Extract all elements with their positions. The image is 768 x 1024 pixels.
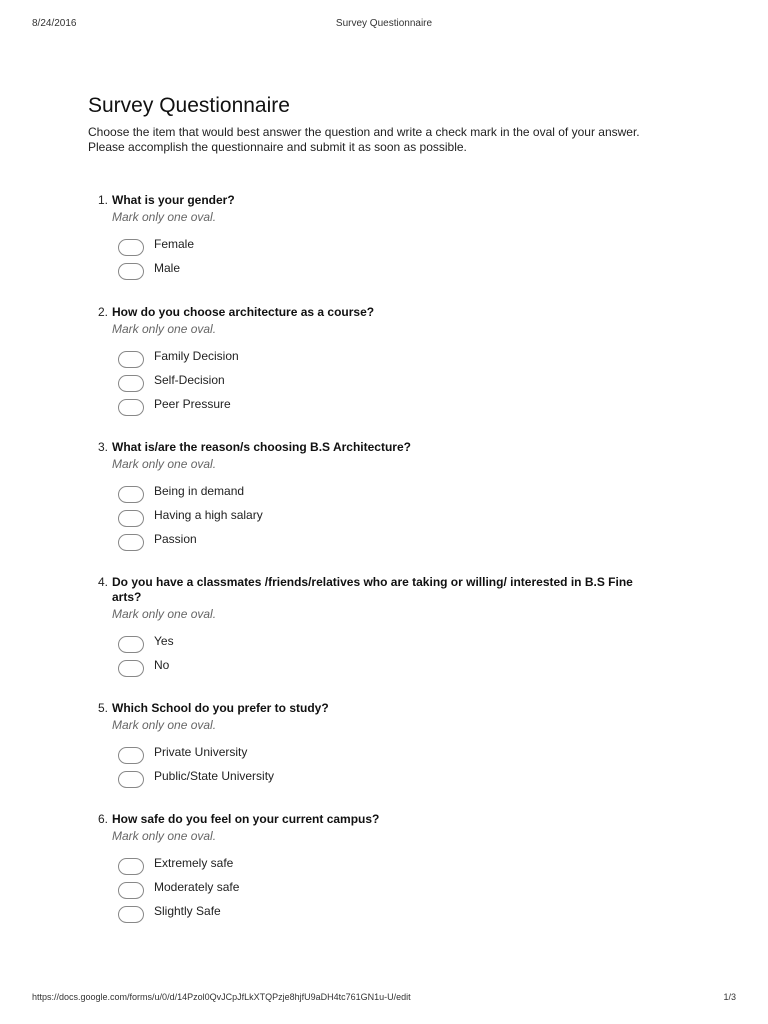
option-label: Having a high salary — [154, 508, 263, 522]
question-number: 3. — [98, 440, 109, 454]
option-label: Public/State University — [154, 769, 275, 783]
question-hint: Mark only one oval. — [112, 829, 217, 843]
print-footer — [32, 992, 736, 1006]
question-number: 2. — [98, 305, 109, 319]
option-yes[interactable] — [118, 632, 668, 656]
page-number: 1/3 — [723, 992, 736, 1002]
question-header — [98, 193, 668, 208]
option-label: Yes — [154, 634, 174, 648]
option-family-decision[interactable] — [118, 347, 668, 371]
radio-oval[interactable] — [118, 351, 144, 368]
option-being-in-demand[interactable] — [118, 482, 668, 506]
option-female[interactable] — [118, 235, 668, 259]
option-passion[interactable] — [118, 530, 668, 554]
option-list — [118, 854, 668, 926]
option-moderately-safe[interactable] — [118, 878, 668, 902]
option-list — [118, 632, 668, 680]
option-high-salary[interactable] — [118, 506, 668, 530]
option-public-state-university[interactable] — [118, 767, 668, 791]
question-number: 1. — [98, 193, 109, 207]
question-campus-safety — [98, 812, 668, 926]
radio-oval[interactable] — [118, 486, 144, 503]
question-text: How do you choose architecture as a course? — [112, 305, 375, 319]
question-number: 4. — [98, 575, 109, 589]
question-gender — [98, 193, 668, 283]
question-course-choice — [98, 305, 668, 419]
radio-oval[interactable] — [118, 534, 144, 551]
option-label: Extremely safe — [154, 856, 234, 870]
option-label: Male — [154, 261, 181, 275]
option-label: Self-Decision — [154, 373, 225, 387]
option-label: No — [154, 658, 170, 672]
option-list — [118, 482, 668, 554]
option-self-decision[interactable] — [118, 371, 668, 395]
option-label: Female — [154, 237, 195, 251]
question-header — [98, 812, 668, 827]
radio-oval[interactable] — [118, 747, 144, 764]
form-description — [88, 125, 688, 155]
option-list — [118, 347, 668, 419]
question-preferred-school — [98, 701, 668, 791]
print-date: 8/24/2016 — [32, 18, 77, 29]
radio-oval[interactable] — [118, 906, 144, 923]
question-text: Which School do you prefer to study? — [112, 701, 329, 715]
form-description-line-2: Please accomplish the questionnaire and submit it as soon as possible. — [88, 140, 467, 154]
option-label: Private University — [154, 745, 248, 759]
question-text — [112, 575, 633, 605]
question-header — [98, 305, 668, 320]
radio-oval[interactable] — [118, 510, 144, 527]
form-title: Survey Questionnaire — [88, 94, 290, 117]
question-text: What is/are the reason/s choosing B.S Architecture? — [112, 440, 411, 454]
question-text: What is your gender? — [112, 193, 235, 207]
question-number: 5. — [98, 701, 109, 715]
option-extremely-safe[interactable] — [118, 854, 668, 878]
print-header-title: Survey Questionnaire — [335, 18, 433, 29]
question-hint: Mark only one oval. — [112, 457, 217, 471]
question-fine-arts-contacts — [98, 575, 668, 680]
question-header — [98, 575, 668, 605]
option-label: Moderately safe — [154, 880, 240, 894]
option-male[interactable] — [118, 259, 668, 283]
question-hint: Mark only one oval. — [112, 607, 217, 621]
radio-oval[interactable] — [118, 375, 144, 392]
question-text: How safe do you feel on your current campus? — [112, 812, 380, 826]
question-hint: Mark only one oval. — [112, 322, 217, 336]
form-description-line-1: Choose the item that would best answer the question and write a check mark in the oval of your answer. — [88, 125, 640, 139]
option-label: Passion — [154, 532, 197, 546]
form-header — [88, 92, 688, 155]
option-no[interactable] — [118, 656, 668, 680]
radio-oval[interactable] — [118, 636, 144, 653]
radio-oval[interactable] — [118, 882, 144, 899]
option-list — [118, 235, 668, 283]
radio-oval[interactable] — [118, 771, 144, 788]
question-hint: Mark only one oval. — [112, 210, 217, 224]
question-text-line-2: arts? — [112, 590, 142, 604]
radio-oval[interactable] — [118, 263, 144, 280]
radio-oval[interactable] — [118, 399, 144, 416]
option-private-university[interactable] — [118, 743, 668, 767]
question-number: 6. — [98, 812, 109, 826]
option-list — [118, 743, 668, 791]
radio-oval[interactable] — [118, 239, 144, 256]
option-label: Being in demand — [154, 484, 245, 498]
question-header — [98, 440, 668, 455]
radio-oval[interactable] — [118, 858, 144, 875]
print-header — [32, 18, 736, 32]
question-header — [98, 701, 668, 716]
question-hint: Mark only one oval. — [112, 718, 217, 732]
option-slightly-safe[interactable] — [118, 902, 668, 926]
option-label: Slightly Safe — [154, 904, 221, 918]
question-text-line-1: Do you have a classmates /friends/relatives who are taking or willing/ interested in B.S Fine — [112, 575, 633, 589]
question-reasons — [98, 440, 668, 554]
option-label: Peer Pressure — [154, 397, 231, 411]
option-peer-pressure[interactable] — [118, 395, 668, 419]
option-label: Family Decision — [154, 349, 239, 363]
page-url: https://docs.google.com/forms/u/0/d/14Pzol0QvJCpJfLkXTQPzje8hjfU9aDH4tc761GN1u-U/edit — [32, 992, 411, 1002]
radio-oval[interactable] — [118, 660, 144, 677]
